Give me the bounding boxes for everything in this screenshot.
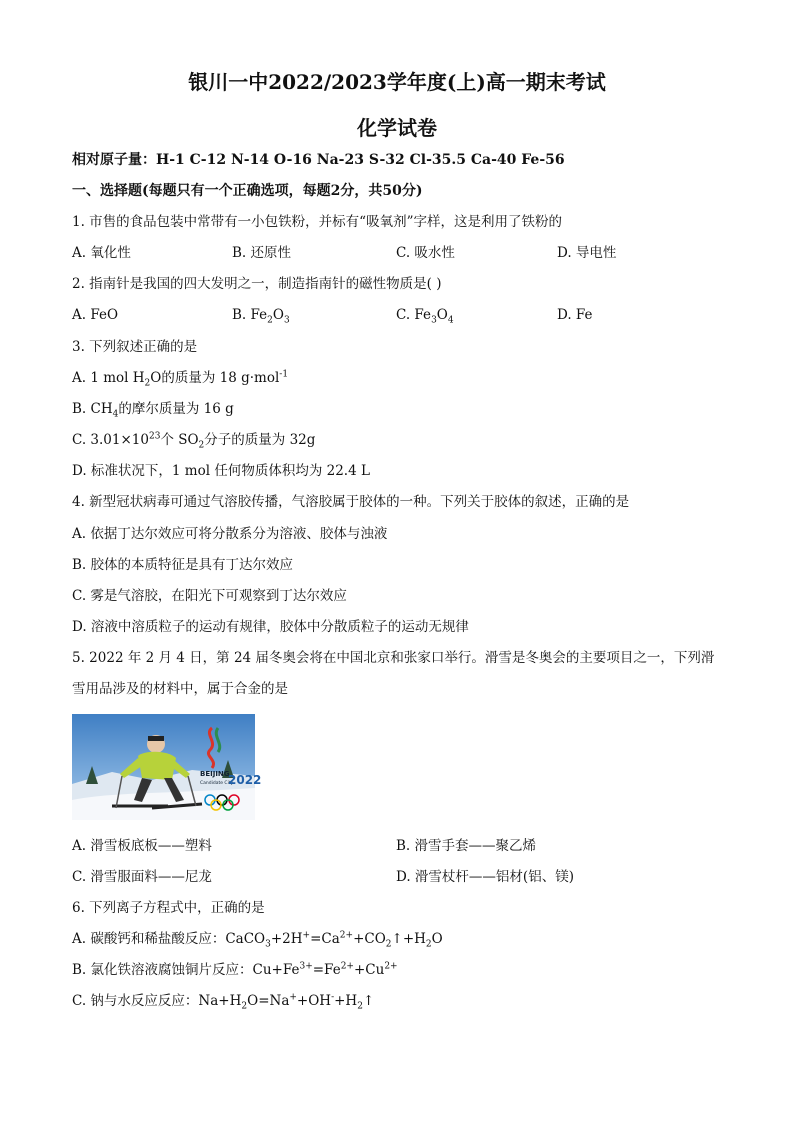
q1-option-a: A. 氧化性 (72, 245, 131, 261)
q2-option-c: C. $Fe_3O_4$ (396, 307, 454, 326)
q3-option-c: C. $3.01\times 10^{23}$个 $SO_2$分子的质量为 32g (72, 431, 316, 451)
q2-option-a: A. FeO (72, 307, 119, 323)
logo-text-2022: 2022 (228, 773, 262, 787)
question-6-stem: 6. 下列离子方程式中，正确的是 (72, 900, 265, 916)
question-5-stem-line2: 雪用品涉及的材料中，属于合金的是 (72, 681, 288, 697)
q1-option-b: B. 还原性 (232, 245, 292, 261)
q6-option-a: A. 碳酸钙和稀盐酸反应：$CaCO_3+2H^+=Ca^{2+}+CO_2↑+H_2O$ (72, 930, 443, 950)
question-1-stem: 1. 市售的食品包装中常带有一小包铁粉，并标有“吸氧剂”字样，这是利用了铁粉的 (72, 214, 562, 230)
q2-option-b: B. $Fe_2O_3$ (232, 307, 290, 326)
q4-option-d: D. 溶液中溶质粒子的运动有规律，胶体中分散质粒子的运动无规律 (72, 619, 469, 635)
question-5-stem-line1: 5. 2022 年 2 月 4 日，第 24 届冬奥会将在中国北京和张家口举行。滑雪是冬奥会的主要项目之一，下列滑 (72, 650, 715, 666)
q1-option-c: C. 吸水性 (396, 245, 455, 261)
section-heading: 一、选择题(每题只有一个正确选项，每题2分，共50分) (72, 183, 423, 199)
question-3-stem: 3. 下列叙述正确的是 (72, 339, 198, 355)
question-4-stem: 4. 新型冠状病毒可通过气溶胶传播，气溶胶属于胶体的一种。下列关于胶体的叙述，正确的是 (72, 494, 630, 510)
q6-option-b: B. 氯化铁溶液腐蚀铜片反应：$Cu+Fe^{3+}=Fe^{2+}+Cu^{2+}$ (72, 961, 398, 978)
q5-option-a: A. 滑雪板底板——塑料 (72, 838, 212, 854)
skier-photo (72, 714, 262, 820)
q5-option-d: D. 滑雪杖杆——铝材(铝、镁) (396, 869, 574, 885)
q1-option-d: D. 导电性 (557, 245, 617, 261)
exam-title: 银川一中2022/2023学年度(上)高一期末考试 (188, 70, 606, 94)
exam-subtitle: 化学试卷 (357, 116, 437, 140)
q4-option-b: B. 胶体的本质特征是具有丁达尔效应 (72, 557, 294, 573)
q3-option-a: A. 1 mol $H_2O$的质量为 18 g·mol$^{-1}$ (72, 369, 289, 389)
q6-option-c: C. 钠与水反应反应：$Na+H_2O=Na^++OH^-+H_2↑$ (72, 992, 375, 1012)
q4-option-a: A. 依据丁达尔效应可将分散系分为溶液、胶体与浊液 (72, 526, 388, 542)
q5-option-b: B. 滑雪手套——聚乙烯 (396, 838, 537, 854)
q2-option-d: D. Fe (557, 307, 593, 323)
q3-option-b: B. $CH_4$的摩尔质量为 16 g (72, 401, 234, 420)
skier-illustration (72, 714, 262, 820)
question-2-stem: 2. 指南针是我国的四大发明之一，制造指南针的磁性物质是( ) (72, 276, 442, 292)
q3-option-d: D. 标准状况下，1 mol 任何物质体积均为 22.4 L (72, 463, 370, 479)
q4-option-c: C. 雾是气溶胶，在阳光下可观察到丁达尔效应 (72, 588, 347, 604)
atomic-masses: 相对原子量：H-1 C-12 N-14 O-16 Na-23 S-32 Cl-35.5 Ca-40 Fe-56 (72, 152, 565, 168)
logo-text-candidate: Candidate City (200, 781, 234, 786)
logo-text-beijing: BEIJING (200, 770, 230, 778)
q5-option-c: C. 滑雪服面料——尼龙 (72, 869, 212, 885)
